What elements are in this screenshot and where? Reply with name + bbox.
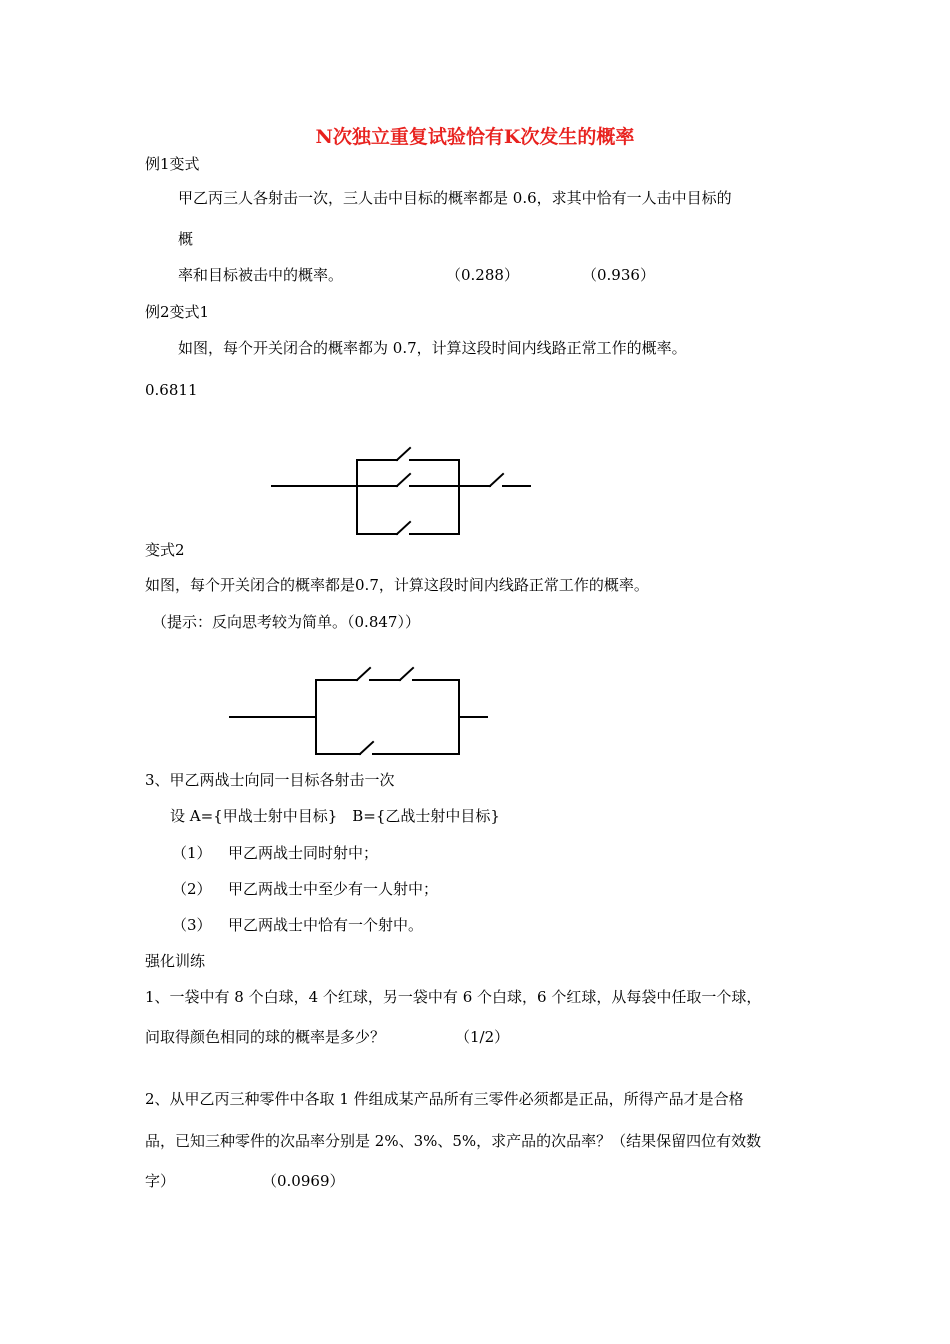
page-title: N次独立重复试验恰有K次发生的概率 [315, 126, 635, 148]
training-problem1-line1: 1、一袋中有 8 个白球，4 个红球，另一袋中有 6 个白球，6 个红球，从每袋中任取一个球， [145, 988, 762, 1006]
question3-item-number: （3） [172, 916, 212, 934]
training-problem2-line3: 字） [145, 1172, 176, 1190]
example2-heading: 例2变式1 [145, 303, 210, 321]
question3-item-number: （1） [172, 844, 212, 862]
variant2-heading: 变式2 [145, 541, 185, 559]
example1-heading: 例1变式 [145, 155, 200, 173]
training-heading: 强化训练 [145, 952, 206, 970]
question3-item-number: （2） [172, 880, 212, 898]
question3-item-text: 甲乙两战士中恰有一个射中。 [228, 916, 424, 934]
example2-answer: 0.6811 [145, 381, 198, 399]
example1-answer-2: （0.936） [582, 266, 655, 284]
variant2-text-line1: 如图，每个开关闭合的概率都是0.7，计算这段时间内线路正常工作的概率。 [145, 576, 649, 594]
question3-item-text: 甲乙两战士同时射中； [228, 844, 379, 862]
training-problem2-answer: （0.0969） [262, 1172, 345, 1190]
question3-heading: 3、甲乙两战士向同一目标各射击一次 [145, 771, 395, 789]
example1-text-line2: 概 [178, 230, 194, 248]
example1-text-line1: 甲乙丙三人各射击一次，三人击中目标的概率都是 0.6，求其中恰有一人击中目标的 [178, 189, 732, 207]
example2-text-line1: 如图，每个开关闭合的概率都为 0.7，计算这段时间内线路正常工作的概率。 [178, 339, 687, 357]
training-problem1-line2: 问取得颜色相同的球的概率是多少？ [145, 1028, 386, 1046]
circuit-diagram-2 [0, 660, 950, 760]
example1-answer-1: （0.288） [446, 266, 519, 284]
training-problem2-line1: 2、从甲乙丙三种零件中各取 1 件组成某产品所有三零件必须都是正品，所得产品才是合格 [145, 1090, 744, 1108]
training-problem2-line2: 品，已知三种零件的次品率分别是 2%、3%、5%，求产品的次品率？（结果保留四位有效数 [145, 1132, 762, 1150]
question3-item-text: 甲乙两战士中至少有一人射中； [228, 880, 439, 898]
question3-setup: 设 A={甲战士射中目标} B={乙战士射中目标} [170, 807, 500, 825]
training-problem1-answer: （1/2） [455, 1028, 510, 1046]
example1-text-line3: 率和目标被击中的概率。 [178, 266, 344, 284]
circuit-diagram-1 [0, 440, 950, 540]
variant2-hint: （提示：反向思考较为简单。（0.847）） [152, 613, 420, 631]
